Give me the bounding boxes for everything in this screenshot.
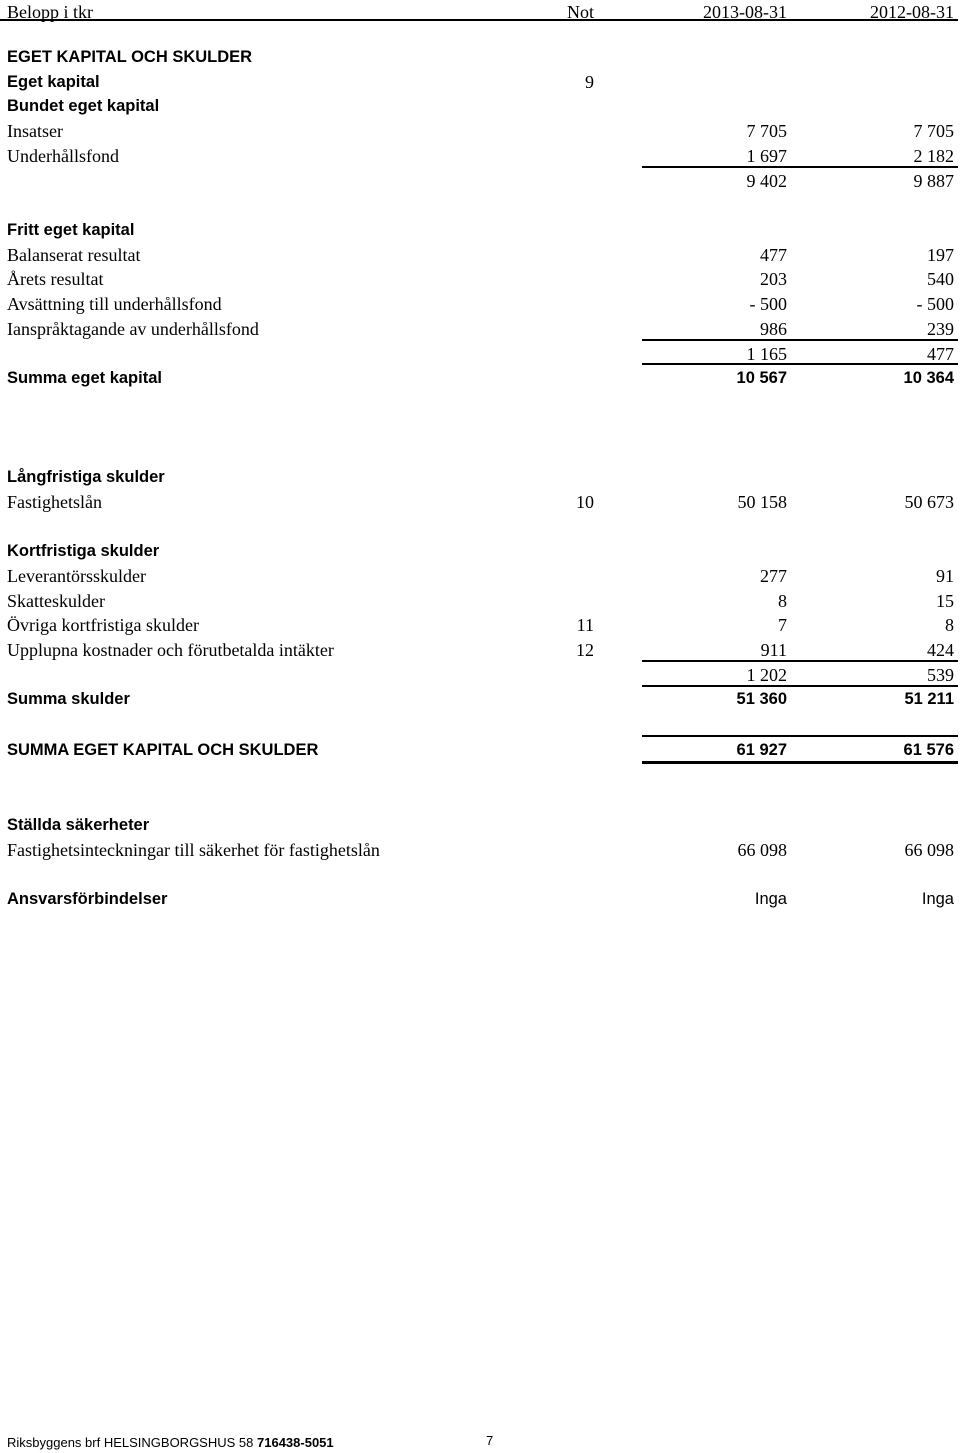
table-row: Avsättning till underhållsfond - 500 - 500 <box>7 294 954 314</box>
subsection-restricted-equity: Bundet eget kapital <box>7 97 160 115</box>
footer <box>7 1434 334 1452</box>
header-rule <box>0 19 958 21</box>
subtotal-rule <box>642 660 958 662</box>
section-long-term-liabilities: Långfristiga skulder <box>7 468 165 486</box>
header-note: Not <box>567 2 594 22</box>
footer-org-number: 716438-5051 <box>257 1435 334 1450</box>
subtotal-rule <box>642 166 958 168</box>
grand-total-rule-bottom <box>642 761 958 764</box>
table-row: Fastighetslån 10 50 158 50 673 <box>7 492 954 512</box>
total-row-equity: Summa eget kapital 10 567 10 364 <box>7 369 954 387</box>
page-number: 7 <box>486 1433 494 1448</box>
table-row: Årets resultat 203 540 <box>7 269 954 289</box>
header-col-2012: 2012-08-31 <box>870 2 954 22</box>
table-row: Leverantörsskulder 277 91 <box>7 566 954 586</box>
header-col-2013: 2013-08-31 <box>703 2 787 22</box>
footer-org-name: Riksbyggens brf HELSINGBORGSHUS 58 <box>7 1435 254 1450</box>
header-amount-label: Belopp i tkr <box>7 2 93 22</box>
subtotal-row: 1 202 539 <box>746 665 954 685</box>
subsection-free-equity: Fritt eget kapital <box>7 221 135 239</box>
table-row: Balanserat resultat 477 197 <box>7 245 954 265</box>
table-row: Fastighetsinteckningar till säkerhet för fastighetslån 66 098 66 098 <box>7 840 954 860</box>
note-ref: 11 <box>576 615 594 635</box>
total-rule <box>642 363 958 365</box>
table-row: Övriga kortfristiga skulder 11 7 8 <box>7 615 954 635</box>
grand-total-rule-top <box>642 735 958 737</box>
table-row: Insatser 7 705 7 705 <box>7 121 954 141</box>
section-contingent-liabilities: Ansvarsförbindelser Inga Inga <box>7 890 954 908</box>
note-ref: 9 <box>585 72 594 92</box>
subtotal-row: 9 402 9 887 <box>746 171 954 191</box>
total-row-liabilities: Summa skulder 51 360 51 211 <box>7 690 954 708</box>
table-row: Upplupna kostnader och förutbetalda intäkter 12 911 424 <box>7 640 954 660</box>
subtotal-rule <box>642 339 958 341</box>
note-ref: 12 <box>576 640 594 660</box>
table-row: Ianspråktagande av underhållsfond 986 239 <box>7 319 954 339</box>
table-row: Skatteskulder 8 15 <box>7 591 954 611</box>
table-row: Underhållsfond 1 697 2 182 <box>7 146 954 166</box>
note-ref: 10 <box>576 492 594 512</box>
section-equity: Eget kapital 9 <box>7 72 594 92</box>
grand-total-row: SUMMA EGET KAPITAL OCH SKULDER 61 927 61 576 <box>7 741 954 759</box>
section-title-equity-liabilities: EGET KAPITAL OCH SKULDER <box>7 48 253 66</box>
section-pledged-assets: Ställda säkerheter <box>7 816 150 834</box>
section-short-term-liabilities: Kortfristiga skulder <box>7 542 160 560</box>
subtotal-row: 1 165 477 <box>746 344 954 364</box>
